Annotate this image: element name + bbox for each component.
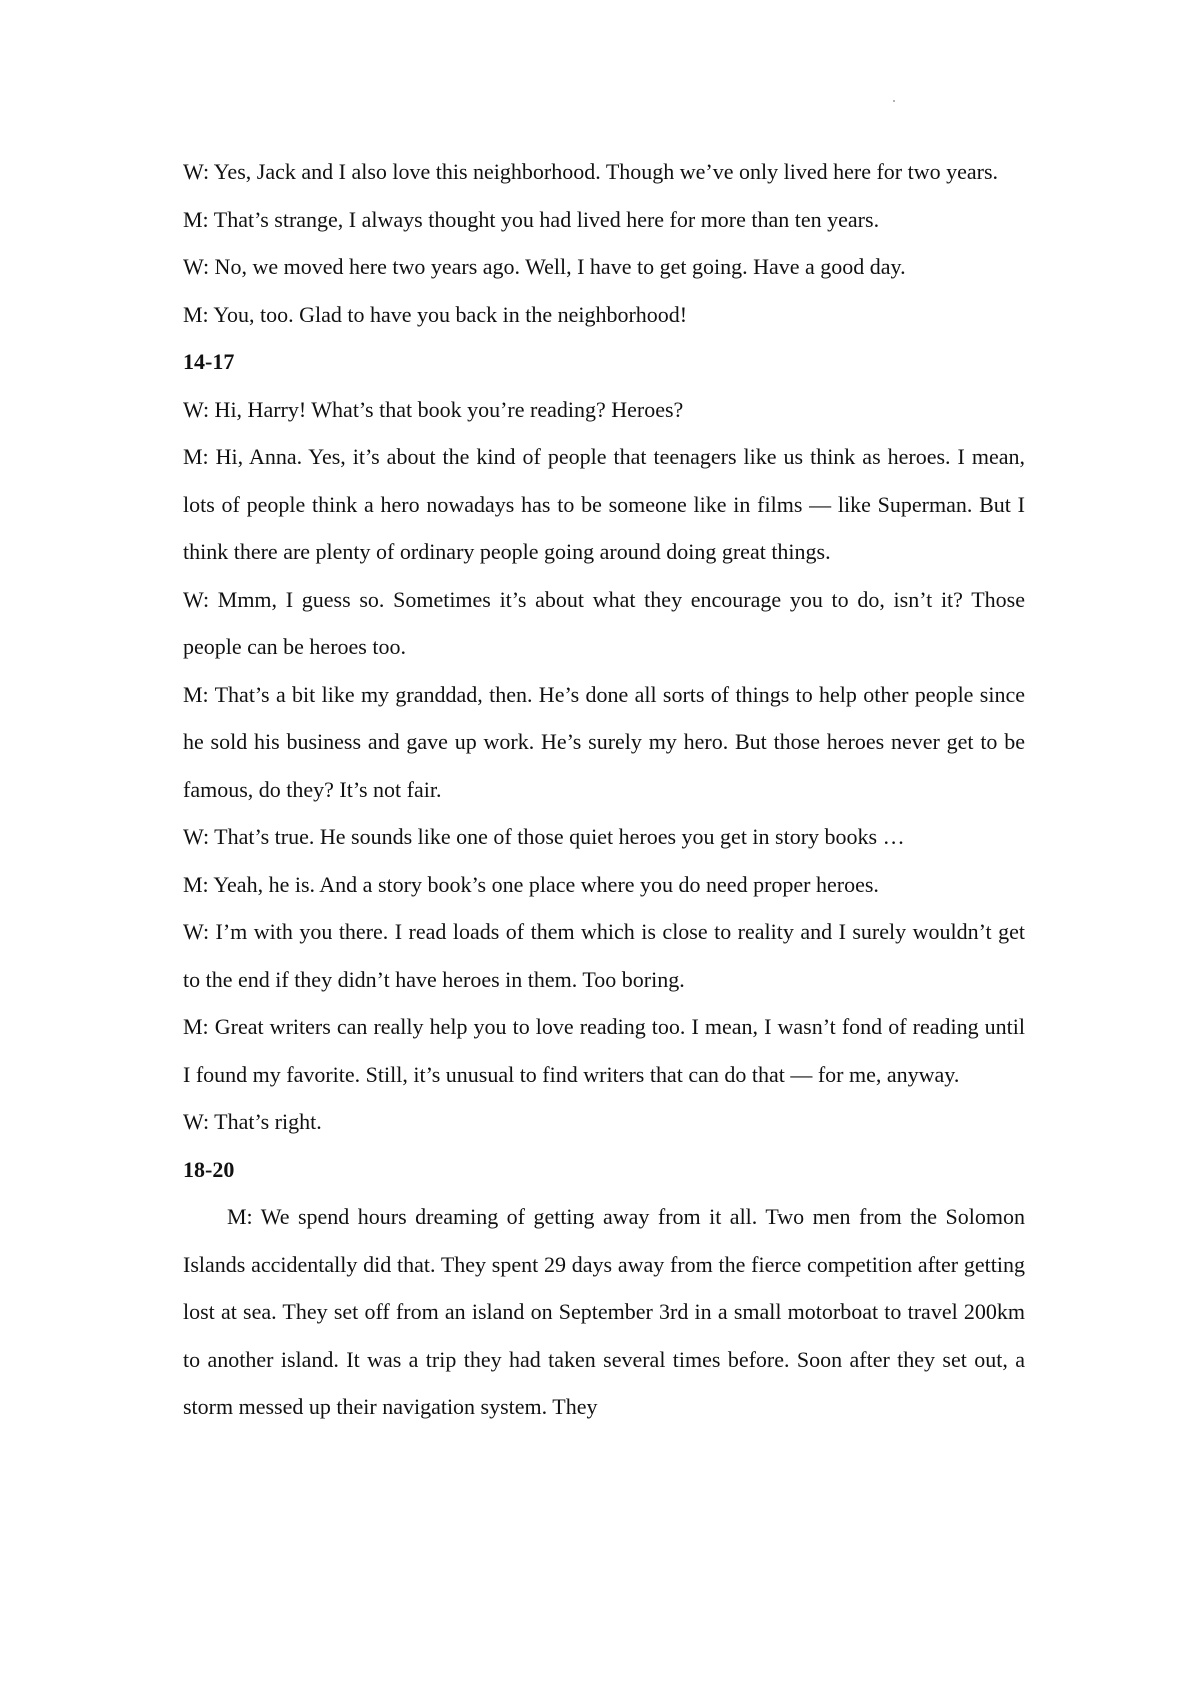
section-heading: 18-20	[183, 1156, 235, 1182]
paragraph: W: That’s true. He sounds like one of those quiet heroes you get in story books …	[183, 824, 905, 849]
section-heading: 14-17	[183, 349, 235, 374]
paragraph: W: Hi, Harry! What’s that book you’re reading? Heroes?	[183, 396, 684, 422]
paragraph: M: That’s strange, I always thought you had lived here for more than ten years.	[183, 206, 880, 232]
paragraph: M: We spend hours dreaming of getting away from it all. Two men from the Solomon Islands accidentally did that. They spent 29 days away from the fierce competition after getting lost at sea. They set off from an island on September 3rd in a small motorboat to travel 200km to another island. It was a trip they had taken several times before. Soon after they set out, a storm messed up their navigation system. They	[183, 1204, 1025, 1419]
paragraph: M: You, too. Glad to have you back in the neighborhood!	[183, 301, 688, 327]
paragraph: M: That’s a bit like my granddad, then. He’s done all sorts of things to help other people since he sold his business and gave up work. He’s surely my hero. But those heroes never get to be famous, do they? It’s not fair.	[183, 681, 1025, 802]
paragraph: W: Yes, Jack and I also love this neighborhood. Though we’ve only lived here for two years.	[183, 159, 999, 184]
paragraph: M: Hi, Anna. Yes, it’s about the kind of people that teenagers like us think as heroes. I mean, lots of people think a hero nowadays has to be someone like in films — like Superman. But I think there are plenty of ordinary people going around doing great things.	[183, 444, 1025, 564]
paragraph: W: I’m with you there. I read loads of them which is close to reality and I surely wouldn’t get to the end if they didn’t have heroes in them. Too boring.	[183, 919, 1025, 992]
paragraph: M: Yeah, he is. And a story book’s one place where you do need proper heroes.	[183, 871, 879, 897]
paragraph: M: Great writers can really help you to love reading too. I mean, I wasn’t fond of reading until I found my favorite. Still, it’s unusual to find writers that can do that — for me, anyway.	[183, 1014, 1025, 1087]
scan-speck	[893, 100, 895, 102]
paragraph: W: That’s right.	[183, 1109, 322, 1134]
transcript-body	[183, 148, 1025, 1431]
paragraph: W: No, we moved here two years ago. Well, I have to get going. Have a good day.	[183, 254, 906, 279]
paragraph: W: Mmm, I guess so. Sometimes it’s about what they encourage you to do, isn’t it? Those people can be heroes too.	[183, 586, 1025, 659]
